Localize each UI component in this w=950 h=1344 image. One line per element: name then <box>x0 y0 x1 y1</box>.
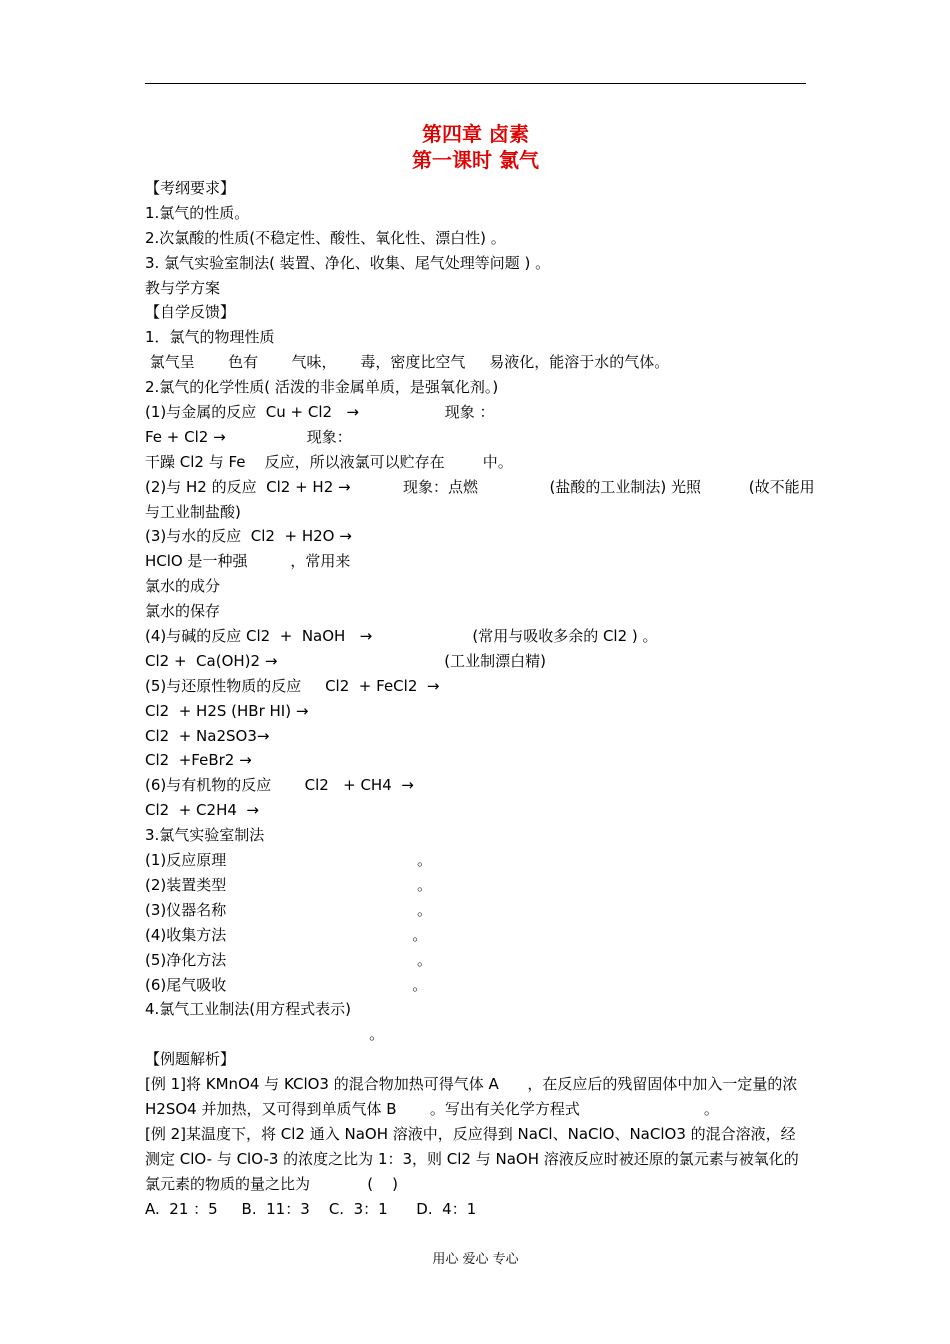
lesson-title: 第一课时 氯气 <box>412 148 539 172</box>
example-1: [例 1]将 KMnO4 与 KClO3 的混合物加热可得气体 A ，在反应后的残留固体中加入一定量的浓 H2SO4 并加热，又可得到单质气体 B 。写出有关化学方程式 。 <box>145 1075 803 1118</box>
text-line: (3)与水的反应 Cl2 + H2O → <box>145 527 352 546</box>
text-line: 氯水的成分 <box>145 577 221 596</box>
text-line: 氯水的保存 <box>145 602 221 621</box>
text-line: 1．氯气的物理性质 <box>145 328 275 347</box>
example-2: [例 2]某温度下，将 Cl2 通入 NaOH 溶液中，反应得到 NaCl、NaClO、NaClO3 的混合溶液，经测定 ClO- 与 ClO-3 的浓度之比为 1：3，则 Cl2 与 NaOH 溶液反应时被还原的氯元素与被氧化的氯元素的物质的量之比为 ( ) <box>145 1124 799 1193</box>
text-line: (5)净化方法 。 <box>145 950 432 969</box>
text-line: (5)与还原性物质的反应 Cl2 + FeCl2 → <box>145 676 440 695</box>
syllabus-item: 1.氯气的性质。 <box>145 203 250 222</box>
text-line: Cl2 + Ca(OH)2 → (工业制漂白精) <box>145 651 546 670</box>
example-2-choices: A. 21 ：5 B. 11：3 C. 3：1 D. 4：1 <box>145 1199 477 1218</box>
section-label: 教与学方案 <box>145 278 221 297</box>
text-line: Cl2 + Na2SO3→ <box>145 726 270 745</box>
text-line: Fe + Cl2 → 现象： <box>145 427 352 446</box>
text-line: 氯气呈 色有 气味， 毒，密度比空气 易液化，能溶于水的气体。 <box>145 353 670 372</box>
text-line: Cl2 + H2S (HBr HI) → <box>145 701 309 720</box>
text-line: Cl2 +FeBr2 → <box>145 751 252 770</box>
text-line: 3.氯气实验室制法 <box>145 826 265 845</box>
chapter-title: 第四章 卤素 <box>422 122 529 146</box>
text-line: (2)与 H2 的反应 Cl2 + H2 → 现象：点燃 (盐酸的工业制法) 光照 (故不能用 <box>145 477 815 496</box>
text-line: (3)仪器名称 。 <box>145 900 432 919</box>
text-line: 与工业制盐酸) <box>145 502 241 521</box>
section-heading-self-study: 【自学反馈】 <box>145 303 236 322</box>
syllabus-item: 3. 氯气实验室制法( 装置、净化、收集、尾气处理等问题 ) 。 <box>145 253 551 272</box>
document-body <box>145 176 815 1221</box>
header-rule <box>145 83 806 84</box>
text-line: (4)收集方法 。 <box>145 925 428 944</box>
text-line: (6)尾气吸收 。 <box>145 975 428 994</box>
text-line: Cl2 + C2H4 → <box>145 801 260 820</box>
page-footer: 用心 爱心 专心 <box>432 1252 519 1267</box>
text-line: (1)与金属的反应 Cu + Cl2 → 现象 ： <box>145 403 495 422</box>
text-line: 干躁 Cl2 与 Fe 反应，所以液氯可以贮存在 中。 <box>145 452 513 471</box>
text-line: 4.氯气工业制法(用方程式表示) <box>145 1000 352 1019</box>
text-line: (6)与有机物的反应 Cl2 + CH4 → <box>145 776 414 795</box>
section-heading-syllabus: 【考纲要求】 <box>145 179 236 197</box>
syllabus-item: 2.次氯酸的性质(不稳定性、酸性、氧化性、漂白性) 。 <box>145 228 506 247</box>
text-line: 。 <box>145 1025 385 1044</box>
text-line: HClO 是一种强 ，常用来 <box>145 552 351 571</box>
text-line: (4)与碱的反应 Cl2 + NaOH → (常用与吸收多余的 Cl2 ) 。 <box>145 627 658 646</box>
section-heading-examples: 【例题解析】 <box>145 1050 236 1069</box>
text-line: (1)反应原理 。 <box>145 851 432 870</box>
text-line: 2.氯气的化学性质( 活泼的非金属单质，是强氧化剂。) <box>145 378 499 397</box>
text-line: (2)装置类型 。 <box>145 875 432 894</box>
